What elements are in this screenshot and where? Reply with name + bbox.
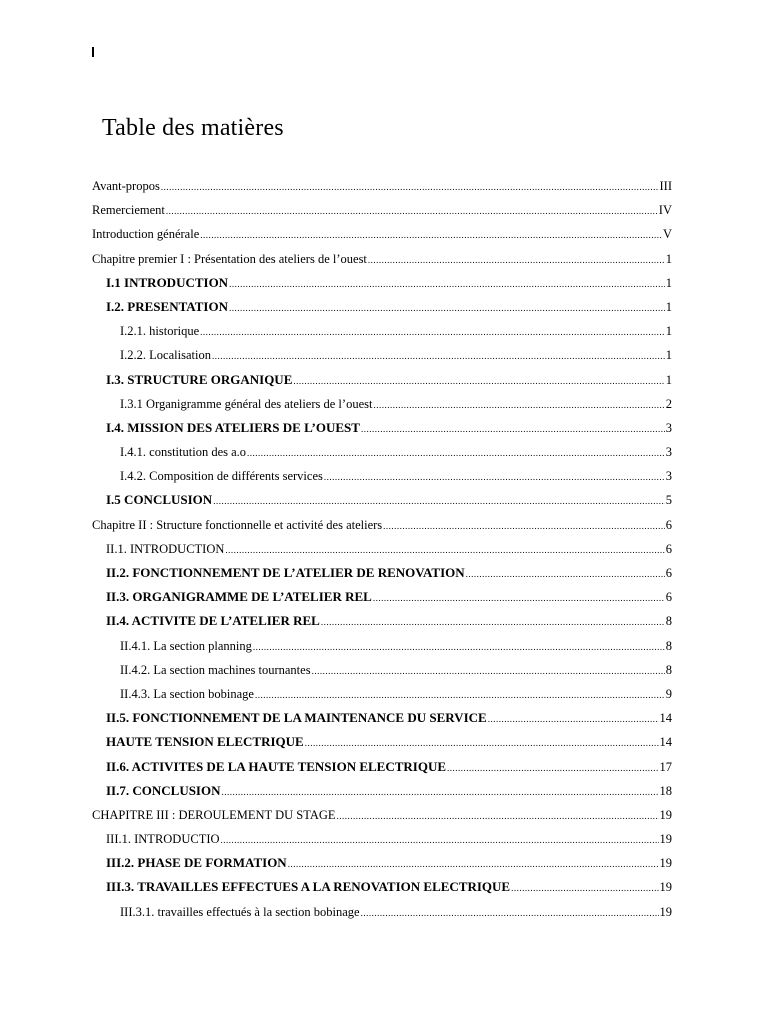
toc-dot-leader xyxy=(229,298,665,318)
toc-entry-page-number: 8 xyxy=(665,614,672,629)
toc-entry[interactable] xyxy=(92,200,672,224)
toc-dot-leader xyxy=(166,201,658,221)
toc-entry[interactable] xyxy=(92,757,672,781)
toc-entry-label: III.3.1. travailles effectués à la section bobinage xyxy=(120,904,360,919)
table-of-contents xyxy=(92,176,672,926)
toc-dot-leader xyxy=(161,177,659,197)
toc-entry[interactable] xyxy=(92,490,672,514)
toc-entry[interactable] xyxy=(92,273,672,297)
toc-entry[interactable] xyxy=(92,370,672,394)
toc-entry-label: II.1. INTRODUCTION xyxy=(106,541,225,556)
toc-entry-label: Avant-propos xyxy=(92,179,160,193)
toc-entry-label: Remerciement xyxy=(92,203,165,218)
toc-dot-leader xyxy=(213,491,665,511)
toc-entry[interactable] xyxy=(92,345,672,369)
toc-entry-page-number: 19 xyxy=(659,856,672,871)
toc-entry-page-number: 8 xyxy=(665,638,672,653)
toc-entry-page-number: 1 xyxy=(665,251,672,266)
toc-dot-leader xyxy=(466,564,665,584)
toc-entry[interactable] xyxy=(92,321,672,345)
toc-entry-page-number: 5 xyxy=(665,493,672,508)
toc-entry-page-number: 3 xyxy=(665,445,672,460)
toc-entry-page-number: III xyxy=(659,179,672,193)
toc-dot-leader xyxy=(312,661,665,681)
toc-dot-leader xyxy=(305,733,659,753)
toc-entry[interactable] xyxy=(92,539,672,563)
toc-dot-leader xyxy=(373,588,665,608)
toc-entry[interactable] xyxy=(92,466,672,490)
toc-entry-page-number: 1 xyxy=(665,299,672,314)
toc-entry-label: I.4. MISSION DES ATELIERS DE L’OUEST xyxy=(106,419,360,435)
toc-entry-label: HAUTE TENSION ELECTRIQUE xyxy=(106,734,304,750)
toc-dot-leader xyxy=(229,274,665,294)
toc-entry[interactable] xyxy=(92,781,672,805)
toc-entry-page-number: 18 xyxy=(659,783,672,798)
text-cursor-mark xyxy=(92,47,94,57)
toc-entry-label: I.1 INTRODUCTION xyxy=(106,274,229,290)
toc-entry-page-number: 19 xyxy=(659,904,672,919)
toc-entry-page-number: 1 xyxy=(665,275,672,290)
toc-entry-label: I.2.2. Localisation xyxy=(120,348,211,363)
toc-title: Table des matières xyxy=(102,115,284,141)
toc-entry-label: II.5. FONCTIONNEMENT DE LA MAINTENANCE DU SERVICE xyxy=(106,710,487,726)
toc-dot-leader xyxy=(361,903,659,923)
toc-entry-label: II.7. CONCLUSION xyxy=(106,782,221,798)
toc-entry-label: III.1. INTRODUCTIO xyxy=(106,832,220,847)
toc-entry[interactable] xyxy=(92,636,672,660)
toc-entry-page-number: 8 xyxy=(665,662,672,677)
toc-entry-label: III.2. PHASE DE FORMATION xyxy=(106,855,287,871)
toc-entry-page-number: 1 xyxy=(665,324,672,339)
toc-entry-label: II.4.2. La section machines tournantes xyxy=(120,662,311,677)
toc-dot-leader xyxy=(373,395,664,415)
toc-entry-page-number: 6 xyxy=(665,590,672,605)
toc-dot-leader xyxy=(447,758,658,778)
toc-entry-page-number: 6 xyxy=(665,517,672,532)
toc-entry[interactable] xyxy=(92,684,672,708)
toc-entry-page-number: 17 xyxy=(659,759,672,774)
toc-dot-leader xyxy=(361,419,665,439)
toc-entry[interactable] xyxy=(92,442,672,466)
toc-entry[interactable] xyxy=(92,297,672,321)
toc-entry-label: III.3. TRAVAILLES EFFECTUES A LA RENOVATION ELECTRIQUE xyxy=(106,879,511,895)
toc-dot-leader xyxy=(511,878,658,898)
toc-entry[interactable] xyxy=(92,563,672,587)
toc-entry[interactable] xyxy=(92,877,672,901)
toc-entry-label: II.4. ACTIVITE DE L’ATELIER REL xyxy=(106,613,320,629)
toc-entry[interactable] xyxy=(92,224,672,248)
toc-dot-leader xyxy=(212,346,665,366)
toc-entry[interactable] xyxy=(92,708,672,732)
toc-entry-label: Chapitre II : Structure fonctionnelle et activité des ateliers xyxy=(92,517,383,532)
toc-entry-label: II.2. FONCTIONNEMENT DE L’ATELIER DE RENOVATION xyxy=(106,565,465,580)
toc-entry-label: I.4.1. constitution des a.o xyxy=(120,445,247,460)
toc-entry-label: I.3. STRUCTURE ORGANIQUE xyxy=(106,371,293,387)
toc-entry-page-number: 3 xyxy=(665,420,672,435)
toc-entry-label: II.6. ACTIVITES DE LA HAUTE TENSION ELECTRIQUE xyxy=(106,758,447,774)
toc-dot-leader xyxy=(253,637,665,657)
toc-entry-label: I.2.1. historique xyxy=(120,324,200,339)
toc-entry-page-number: 19 xyxy=(659,880,672,895)
toc-entry-page-number: 9 xyxy=(665,686,672,701)
toc-entry[interactable] xyxy=(92,394,672,418)
toc-entry-page-number: IV xyxy=(658,203,672,218)
toc-entry-label: I.2. PRESENTATION xyxy=(106,298,228,314)
toc-entry[interactable] xyxy=(92,902,672,926)
toc-entry-label: I.3.1 Organigramme général des ateliers de l’ouest xyxy=(120,396,373,411)
toc-entry-page-number: 19 xyxy=(659,807,672,822)
toc-dot-leader xyxy=(383,516,665,536)
toc-dot-leader xyxy=(288,854,659,874)
toc-entry[interactable] xyxy=(92,611,672,635)
toc-dot-leader xyxy=(221,830,659,850)
toc-entry[interactable] xyxy=(92,829,672,853)
toc-entry-page-number: 2 xyxy=(665,396,672,411)
toc-entry-label: II.4.3. La section bobinage xyxy=(120,686,254,701)
toc-entry-page-number: 6 xyxy=(665,566,672,580)
toc-dot-leader xyxy=(324,467,665,487)
toc-entry-page-number: 14 xyxy=(659,735,672,750)
toc-entry[interactable] xyxy=(92,249,672,273)
toc-entry[interactable] xyxy=(92,805,672,829)
toc-dot-leader xyxy=(321,612,665,632)
toc-entry[interactable] xyxy=(92,660,672,684)
toc-entry-label: Introduction générale xyxy=(92,227,200,242)
toc-entry-label: CHAPITRE III : DEROULEMENT DU STAGE xyxy=(92,807,336,822)
toc-entry-label: I.4.2. Composition de différents services xyxy=(120,469,323,484)
toc-entry[interactable] xyxy=(92,176,672,200)
toc-entry[interactable] xyxy=(92,732,672,756)
toc-entry[interactable] xyxy=(92,587,672,611)
toc-entry-label: II.3. ORGANIGRAMME DE L’ATELIER REL xyxy=(106,589,372,605)
toc-entry-page-number: 1 xyxy=(665,348,672,363)
toc-entry-page-number: 3 xyxy=(665,469,672,484)
toc-entry-label: II.4.1. La section planning xyxy=(120,638,252,653)
toc-dot-leader xyxy=(337,806,659,826)
toc-entry-page-number: 19 xyxy=(659,832,672,847)
toc-entry-page-number: 14 xyxy=(659,711,672,726)
toc-dot-leader xyxy=(488,709,659,729)
toc-entry-page-number: 6 xyxy=(665,541,672,556)
toc-dot-leader xyxy=(247,443,665,463)
toc-entry-label: Chapitre premier I : Présentation des ateliers de l’ouest xyxy=(92,251,367,266)
toc-dot-leader xyxy=(200,225,662,245)
toc-dot-leader xyxy=(368,250,665,270)
toc-dot-leader xyxy=(200,322,665,342)
toc-entry[interactable] xyxy=(92,418,672,442)
toc-entry-label: I.5 CONCLUSION xyxy=(106,492,213,508)
toc-dot-leader xyxy=(222,782,659,802)
toc-entry[interactable] xyxy=(92,853,672,877)
toc-dot-leader xyxy=(225,540,664,560)
toc-entry-page-number: V xyxy=(662,227,672,242)
toc-dot-leader xyxy=(255,685,665,705)
toc-entry[interactable] xyxy=(92,515,672,539)
toc-dot-leader xyxy=(293,371,664,391)
toc-entry-page-number: 1 xyxy=(665,372,672,387)
